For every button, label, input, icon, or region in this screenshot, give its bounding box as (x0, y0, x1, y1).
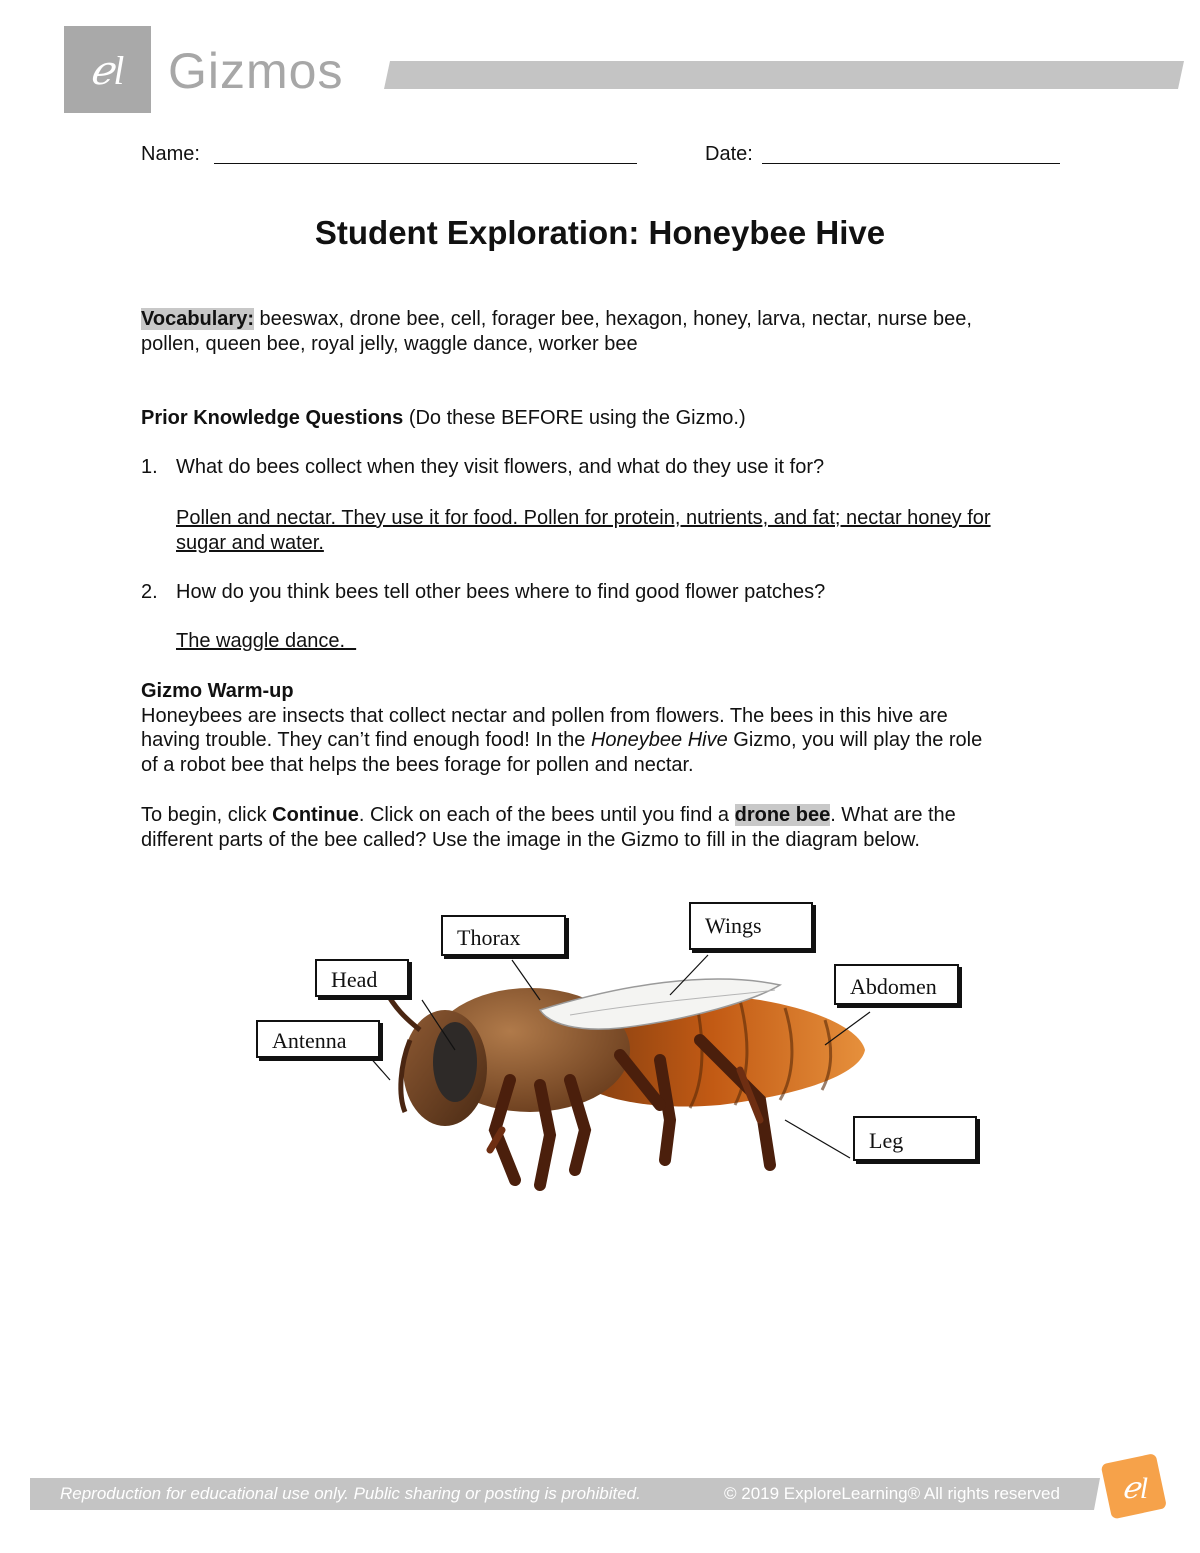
footer-el-logo-icon (1100, 1452, 1170, 1522)
bee-illustration (385, 979, 865, 1185)
vocabulary-line1: beeswax, drone bee, cell, forager bee, hexagon, honey, larva, nectar, nurse bee, (254, 308, 972, 330)
instr-line2: different parts of the bee called? Use the image in the Gizmo to fill in the diagram below. (141, 828, 920, 851)
warmup-line1: Honeybees are insects that collect nectar and pollen from flowers. The bees in this hive are (141, 704, 948, 727)
label-wings: Wings (689, 902, 813, 950)
instr-start: To begin, click (141, 804, 273, 826)
name-label: Name: (141, 143, 200, 165)
svg-text:ℯl: ℯl (1121, 1472, 1149, 1505)
question-1-answer (176, 506, 1076, 555)
name-field[interactable] (214, 163, 637, 164)
footer-disclaimer: Reproduction for educational use only. Public sharing or posting is prohibited. (60, 1484, 641, 1503)
date-label: Date: (705, 143, 753, 165)
warmup-line3: of a robot bee that helps the bees forage for pollen and nectar. (141, 753, 694, 776)
warmup-line2: having trouble. They can’t find enough food! In the (141, 729, 591, 751)
warmup-instructions (141, 803, 1101, 852)
answer-1-line1: Pollen and nectar. They use it for food. Pollen for protein, nutrients, and fat; nectar honey for (176, 507, 991, 529)
question-1-text: What do bees collect when they visit flowers, and what do they use it for? (176, 456, 825, 478)
label-abdomen: Abdomen (834, 964, 959, 1005)
instr-mid: . Click on each of the bees until you find a (358, 804, 735, 826)
gizmo-name: Honeybee Hive (590, 729, 728, 751)
warmup-heading: Gizmo Warm-up (141, 680, 294, 702)
brand-name: Gizmos (168, 43, 344, 99)
svg-text:ℯl: ℯl (89, 48, 125, 93)
vocabulary (141, 307, 1101, 356)
el-logo-icon (64, 26, 151, 113)
warmup-section (141, 679, 1101, 777)
drone-bee-term: drone bee (734, 804, 831, 826)
answer-2-line1: The waggle dance. (176, 630, 346, 652)
continue-word: Continue (272, 804, 359, 826)
header-bar (384, 61, 1184, 89)
warmup-line2-end: Gizmo, you will play the role (727, 729, 983, 751)
question-1-number: 1. (141, 456, 158, 478)
answer-1-line2: sugar and water. (176, 531, 324, 554)
explorelearning-logo (64, 26, 151, 113)
label-thorax: Thorax (441, 915, 566, 956)
question-2-answer (176, 629, 356, 654)
prior-note: (Do these BEFORE using the Gizmo.) (403, 407, 746, 429)
date-field[interactable] (762, 163, 1060, 164)
prior-heading: Prior Knowledge Questions (141, 407, 404, 429)
prior-heading-line (141, 406, 746, 431)
label-head: Head (315, 959, 409, 997)
label-leg: Leg (853, 1116, 977, 1161)
question-2-text: How do you think bees tell other bees where to find good flower patches? (176, 581, 826, 603)
instr-end: . What are the (830, 804, 956, 826)
footer-copyright: © 2019 ExploreLearning® All rights reserved (724, 1484, 1060, 1503)
label-antenna: Antenna (256, 1020, 380, 1058)
vocabulary-line2: pollen, queen bee, royal jelly, waggle dance, worker bee (141, 332, 638, 355)
vocabulary-label: Vocabulary: (141, 308, 254, 330)
question-2-number: 2. (141, 581, 158, 603)
page-title: Student Exploration: Honeybee Hive (314, 214, 886, 251)
